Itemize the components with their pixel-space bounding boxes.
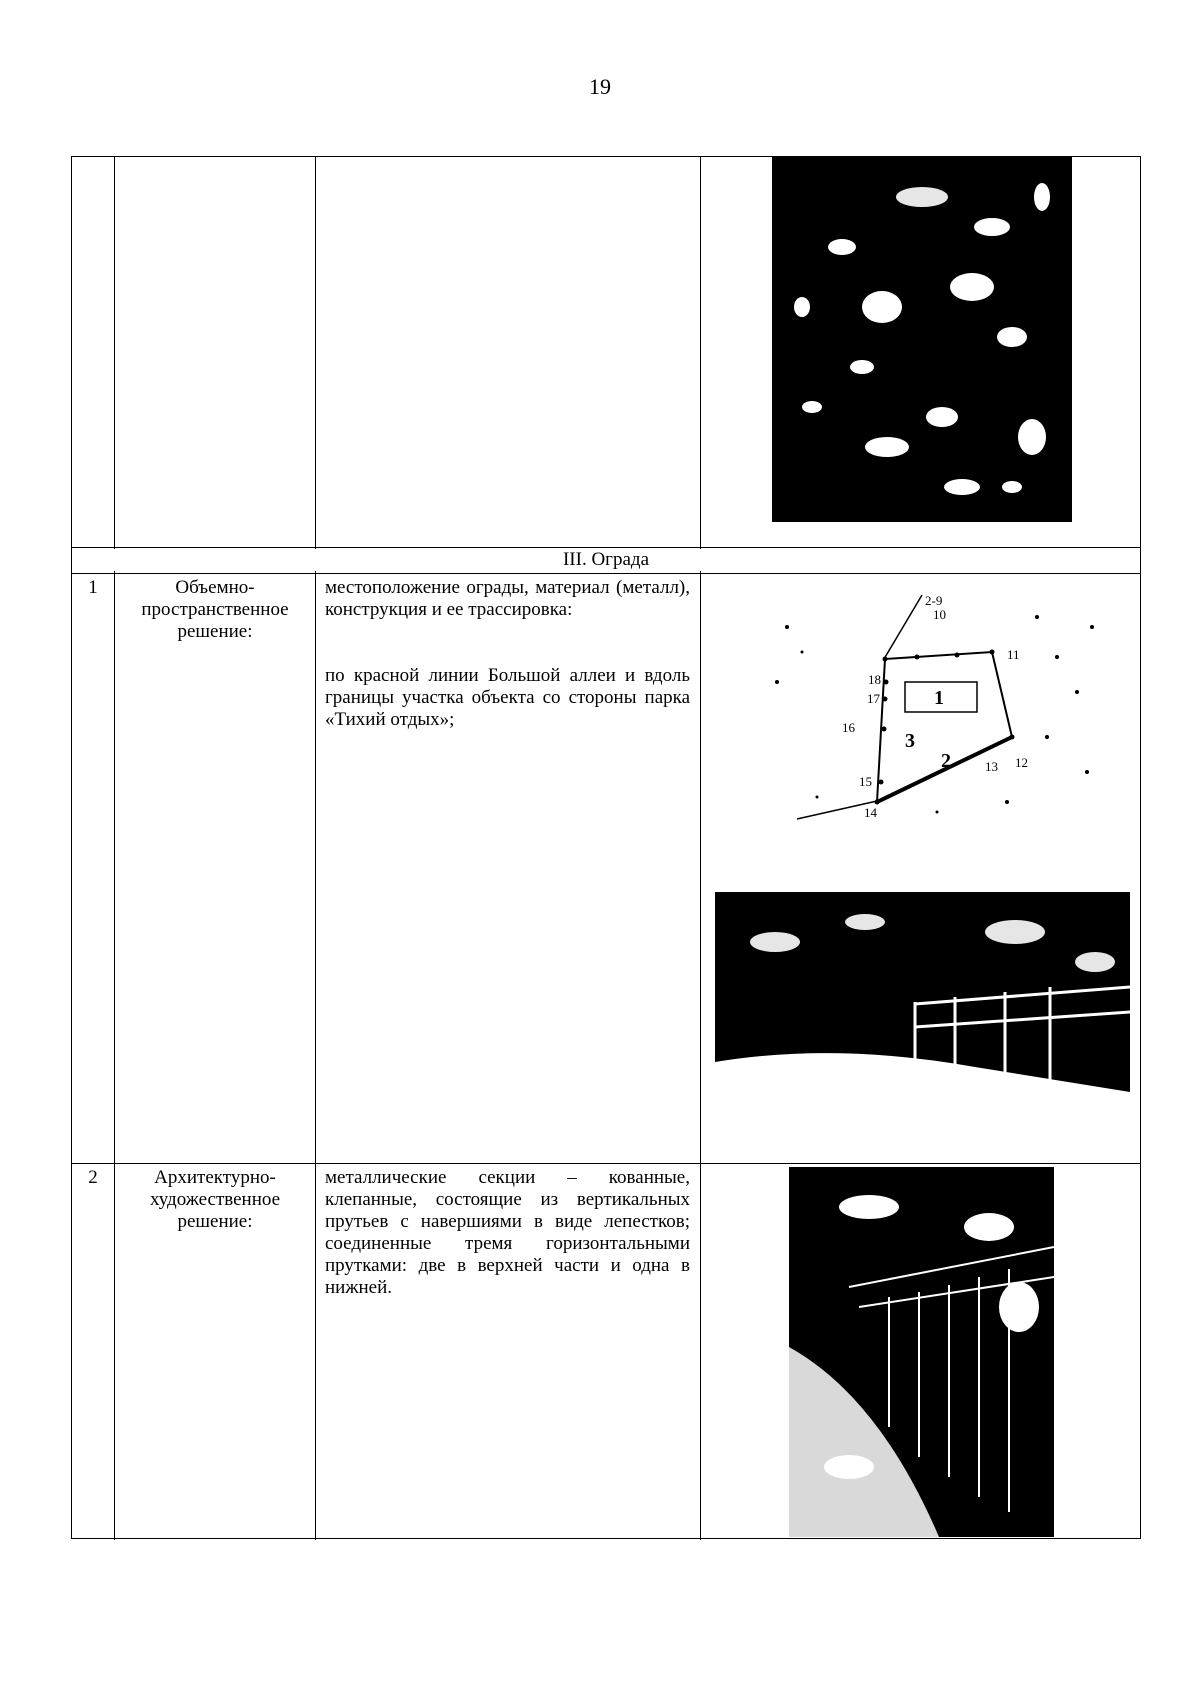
plan-label: 14 [864, 805, 877, 820]
plan-zone-label: 1 [934, 687, 944, 709]
plan-label: 12 [1015, 755, 1028, 770]
row-divider [72, 573, 1140, 574]
plan-label: 10 [933, 607, 946, 622]
row-divider [72, 1163, 1140, 1164]
plan-label: 15 [859, 774, 872, 789]
row-1-description-route: по красной линии Большой аллеи и вдоль границы участка объекта со стороны парка «Тихий отдых»; [325, 665, 690, 730]
trees-photo [772, 157, 1072, 522]
heritage-table [71, 156, 1141, 1539]
fence-detail-photo [789, 1167, 1054, 1537]
row-divider [72, 547, 1140, 548]
plan-label: 13 [985, 759, 998, 774]
row-2-description: металлические секции – кованные, клепанные, состоящие из вертикальных прутьев с навершиями в виде лепестков; соединенные тремя горизонтальными прутками: две в верхней части и одна в нижней. [325, 1167, 690, 1298]
page-number: 19 [589, 74, 611, 99]
row-1-name: Объемно-пространственное решение: [141, 577, 289, 642]
plan-zone-label: 3 [905, 730, 915, 752]
fence-photo [715, 892, 1130, 1127]
fence-plan-diagram [757, 587, 1117, 832]
section-title [72, 549, 1140, 571]
plan-label: 16 [842, 720, 855, 735]
plan-label: 17 [867, 691, 880, 706]
col-divider [114, 157, 115, 1540]
col-divider [315, 157, 316, 1540]
plan-zone-label: 2 [941, 750, 951, 772]
row-1-description-location: местоположение ограды, материал (металл), конструкция и ее трассировка: [325, 577, 690, 620]
row-1-number: 1 [88, 577, 98, 598]
plan-label: 2-9 [925, 593, 943, 608]
section-title-text: III. Ограда [562, 549, 650, 570]
row-2-number: 2 [88, 1167, 98, 1188]
col-divider [700, 157, 701, 1540]
plan-label: 18 [868, 672, 881, 687]
row-2-name: Архитектурно-художественное решение: [149, 1167, 281, 1232]
plan-label: 11 [1007, 647, 1020, 662]
